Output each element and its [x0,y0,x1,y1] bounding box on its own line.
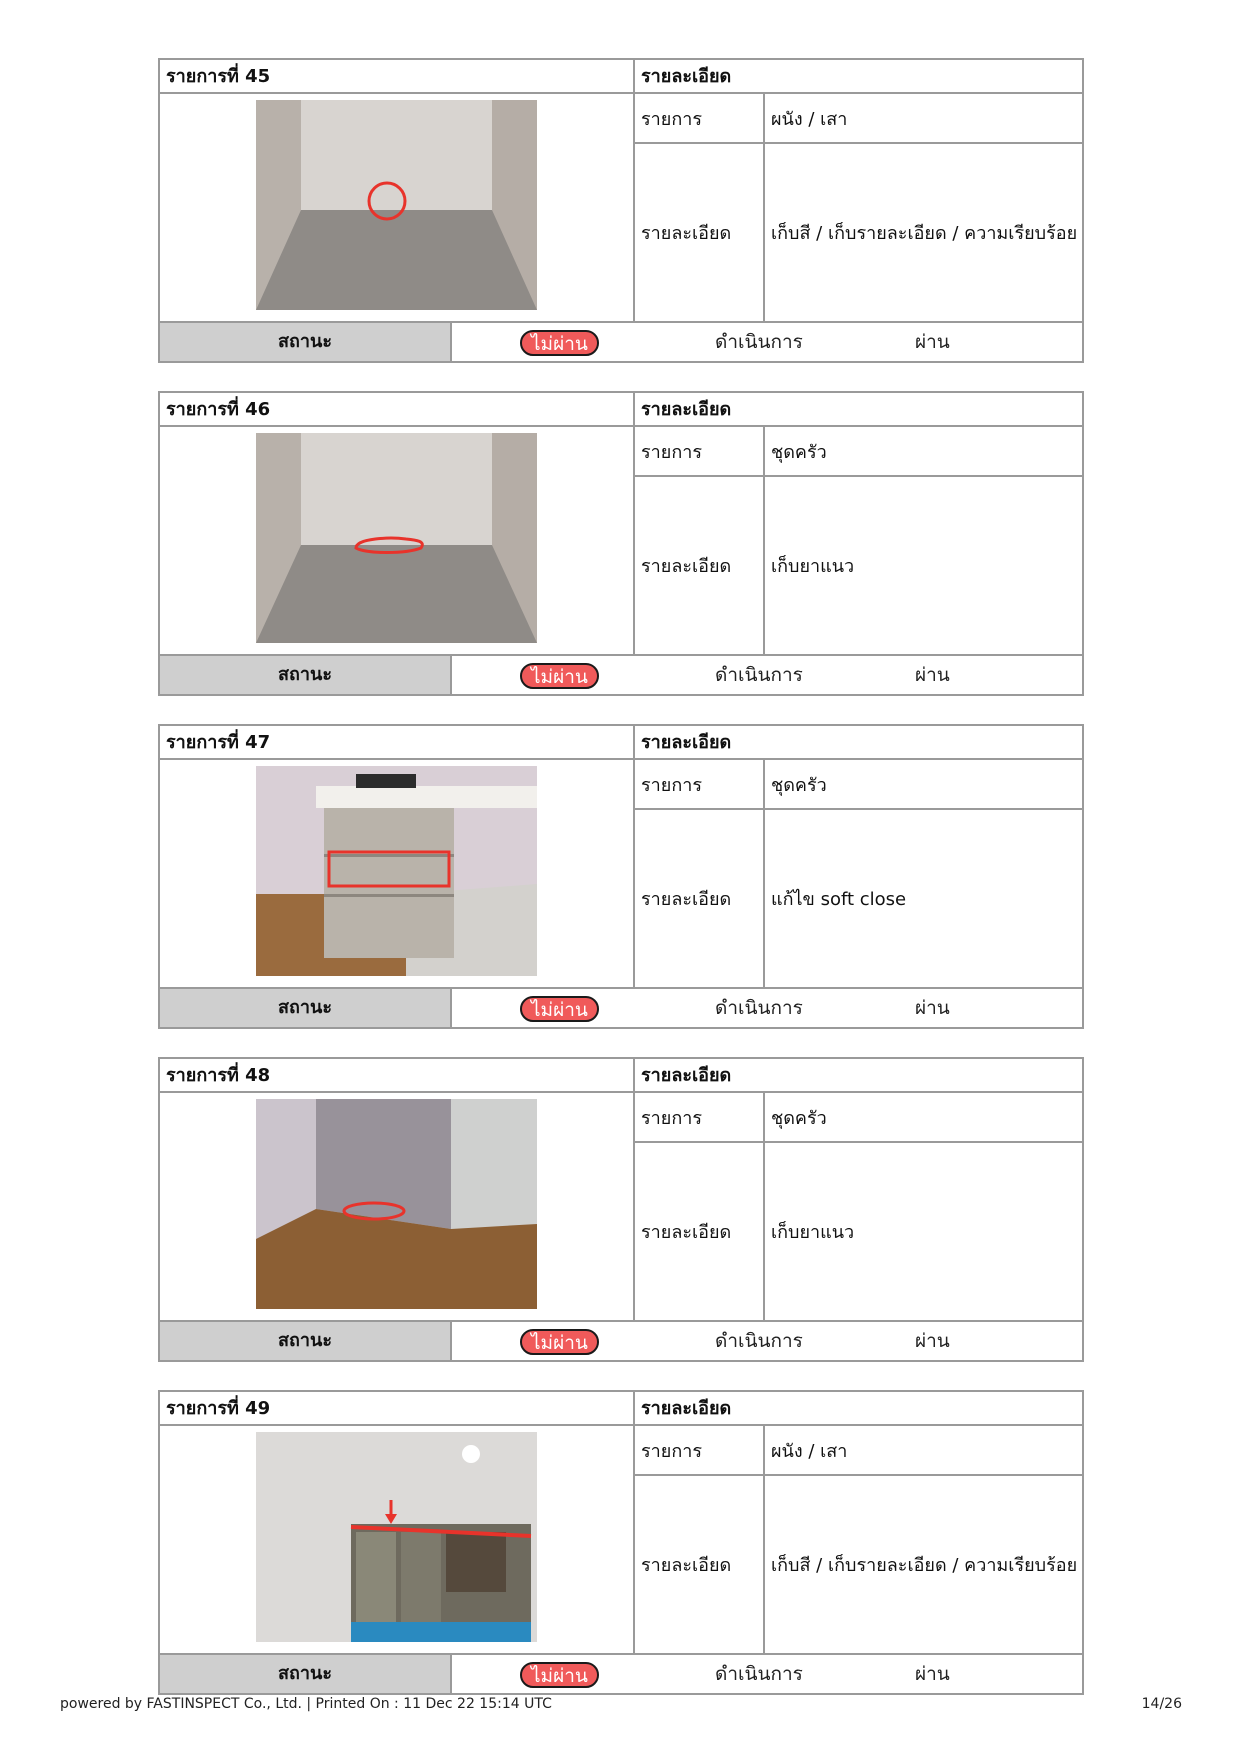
detail-label: รายละเอียด [635,144,765,321]
detail-header: รายละเอียด [635,60,1082,94]
detail-label: รายละเอียด [635,1143,765,1320]
status-label: สถานะ [160,989,452,1027]
photo-wall-cabinet [256,1432,537,1642]
status-pass-option[interactable]: ผ่าน [915,664,950,686]
item-category: ผนัง / เสา [765,1426,1082,1476]
item-detail: เก็บสี / เก็บรายละเอียด / ความเรียบร้อย [771,223,1078,244]
status-label: สถานะ [160,656,452,694]
item-category: ผนัง / เสา [765,94,1082,144]
page-number: 14/26 [1141,1696,1182,1712]
item-label: รายการ [635,1426,765,1476]
status-pass-option[interactable]: ผ่าน [915,1663,950,1685]
inspection-card [158,1057,1084,1362]
detail-label: รายละเอียด [635,810,765,987]
item-title: รายการที่ 45 [160,60,635,94]
item-detail: แก้ไข soft close [771,889,907,910]
status-fail-badge[interactable]: ไม่ผ่าน [520,1329,599,1355]
photo-cabinet-base [256,1099,537,1309]
item-title: รายการที่ 49 [160,1392,635,1426]
inspection-card [158,1390,1084,1695]
status-fail-badge[interactable]: ไม่ผ่าน [520,330,599,356]
item-title: รายการที่ 47 [160,726,635,760]
status-bar [160,654,1082,694]
item-category: ชุดครัว [765,1093,1082,1143]
footer-credit: powered by FASTINSPECT Co., Ltd. | Printed On : 11 Dec 22 15:14 UTC [60,1696,552,1712]
photo-cell [160,1426,635,1653]
photo-wall-closet [256,100,537,310]
item-label: รายการ [635,760,765,810]
status-bar [160,1320,1082,1360]
defect-photo[interactable] [256,433,537,643]
status-bar [160,987,1082,1027]
status-pass-option[interactable]: ผ่าน [915,1330,950,1352]
defect-photo[interactable] [256,100,537,310]
status-label: สถานะ [160,1655,452,1693]
item-label: รายการ [635,1093,765,1143]
detail-label: รายละเอียด [635,1476,765,1653]
status-fail-badge[interactable]: ไม่ผ่าน [520,996,599,1022]
status-label: สถานะ [160,1322,452,1360]
item-detail: เก็บยาแนว [771,1222,855,1243]
status-pass-option[interactable]: ผ่าน [915,997,950,1019]
status-in-progress-option[interactable]: ดำเนินการ [715,1663,803,1685]
inspection-card [158,391,1084,696]
detail-header: รายละเอียด [635,726,1082,760]
detail-header: รายละเอียด [635,393,1082,427]
photo-cell [160,760,635,987]
item-title: รายการที่ 48 [160,1059,635,1093]
status-in-progress-option[interactable]: ดำเนินการ [715,331,803,353]
item-category: ชุดครัว [765,427,1082,477]
detail-header: รายละเอียด [635,1059,1082,1093]
item-detail: เก็บยาแนว [771,556,855,577]
item-title: รายการที่ 46 [160,393,635,427]
inspection-card [158,724,1084,1029]
photo-cell [160,1093,635,1320]
photo-closet-floor [256,433,537,643]
item-label: รายการ [635,94,765,144]
inspection-card [158,58,1084,363]
status-label: สถานะ [160,323,452,361]
defect-photo[interactable] [256,766,537,976]
defect-photo[interactable] [256,1432,537,1642]
status-in-progress-option[interactable]: ดำเนินการ [715,997,803,1019]
photo-kitchen-drawer [256,766,537,976]
status-fail-badge[interactable]: ไม่ผ่าน [520,663,599,689]
defect-photo[interactable] [256,1099,537,1309]
item-category: ชุดครัว [765,760,1082,810]
status-in-progress-option[interactable]: ดำเนินการ [715,664,803,686]
status-bar [160,1653,1082,1693]
status-pass-option[interactable]: ผ่าน [915,331,950,353]
detail-label: รายละเอียด [635,477,765,654]
status-bar [160,321,1082,361]
status-fail-badge[interactable]: ไม่ผ่าน [520,1662,599,1688]
photo-cell [160,427,635,654]
detail-header: รายละเอียด [635,1392,1082,1426]
item-detail: เก็บสี / เก็บรายละเอียด / ความเรียบร้อย [771,1555,1078,1576]
item-label: รายการ [635,427,765,477]
photo-cell [160,94,635,321]
status-in-progress-option[interactable]: ดำเนินการ [715,1330,803,1352]
